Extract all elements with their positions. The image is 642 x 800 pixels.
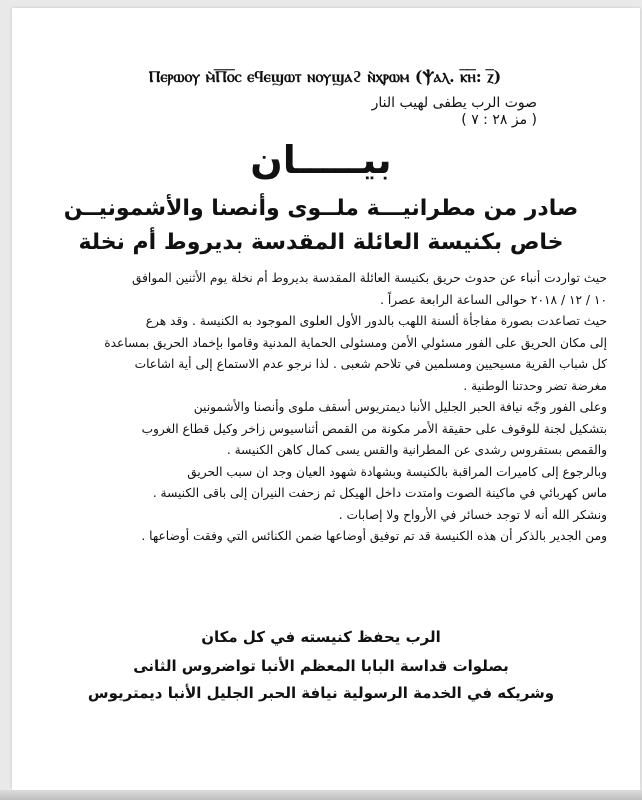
closing-blessing: الرب يحفظ كنيسته في كل مكان [201, 628, 441, 646]
body-line: مغرضة تضر وحدتنا الوطنية . [463, 378, 607, 393]
body-line: حيث تصاعدت بصورة مفاجأة ألسنة اللهب بالدور الأول العلوى الموجود به الكنيسة . وقد هرع [145, 314, 607, 328]
statement-title: بيـــــان [250, 138, 392, 182]
closing-pope-line: بصلوات قداسة البابا المعظم الأنبا تواضروس الثانى [133, 657, 509, 675]
body-line: ١٠ / ١٢ / ٢٠١٨ حوالى الساعة الرابعة عصراً . [380, 292, 607, 307]
body-line: ونشكر الله أنه لا توجد خسائر في الأرواح ولا إصابات . [338, 507, 607, 522]
body-line: ماس كهربائي في ماكينة الصوت وامتدت داخل الهيكل ثم زحفت النيران إلى باقى الكنيسة . [152, 486, 607, 500]
page-shadow [0, 790, 642, 800]
body-line: وعلى الفور وجّه نيافة الحبر الجليل الأنبا ديمتريوس أسقف ملوى وأنصنا والأشمونين [193, 400, 607, 414]
verse-reference: ( مز ٢٨ : ٧ ) [461, 112, 537, 128]
issuer-line: صادر من مطرانيـــة ملــوى وأنصنا والأشمونيــن [63, 196, 579, 221]
closing-bishop-line: وشريكه في الخدمة الرسولية نيافة الحبر الجليل الأنبا ديمتريوس [87, 684, 555, 702]
body-line: حيث تواردت أنباء عن حدوث حريق بكنيسة العائلة المقدسة بديروط أم نخلة يوم الأثنين الموافق [131, 271, 607, 285]
body-line: والقمص بستفروس رشدى عن المطرانية والقس يسى كمال كاهن الكنيسة . [226, 443, 607, 457]
statement-body [62, 268, 607, 548]
body-line: وبالرجوع إلى كاميرات المراقبة بالكنيسة وبشهادة شهود العيان وجد ان سبب الحريق [187, 464, 607, 479]
body-line: إلى مكان الحريق على الفور مسئولي الأمن ومسئولى الحماية المدنية وقاموا بإخماد الحريق بمساعدة [104, 335, 607, 350]
body-line: كل شباب القرية مسيحيين ومسلمين في تلاحم شعبى . لذا نرجو عدم الاستماع إلى أية اشاعات [134, 357, 607, 371]
body-line: بتشكيل لجنة للوقوف على حقيقة الأمر مكونة من القمص أثناسيوس زاخر وكيل قطاع الغروب [141, 421, 607, 436]
body-line: ومن الجدير بالذكر أن هذه الكنيسة قد تم توفيق أوضاعها ضمن الكنائس التي وفقت أوضاعها . [141, 529, 607, 543]
coptic-verse: Ⲡⲉⲣⲱⲟⲩ ⲙ̀Ⲡ̅ⲟ̅ⲥ ⲉϥⲉϣⲱⲧ ⲛⲟⲩϣⲁϩ ⲛ̀ⲭⲣⲱⲙ (Ⲯⲁⲗ. ⲕ̅ⲏ̅: ⲍ̅) [148, 67, 502, 86]
arabic-verse: صوت الرب يطفى لهيب النار [371, 95, 537, 111]
subject-line: خاص بكنيسة العائلة المقدسة بديروط أم نخلة [78, 230, 564, 255]
